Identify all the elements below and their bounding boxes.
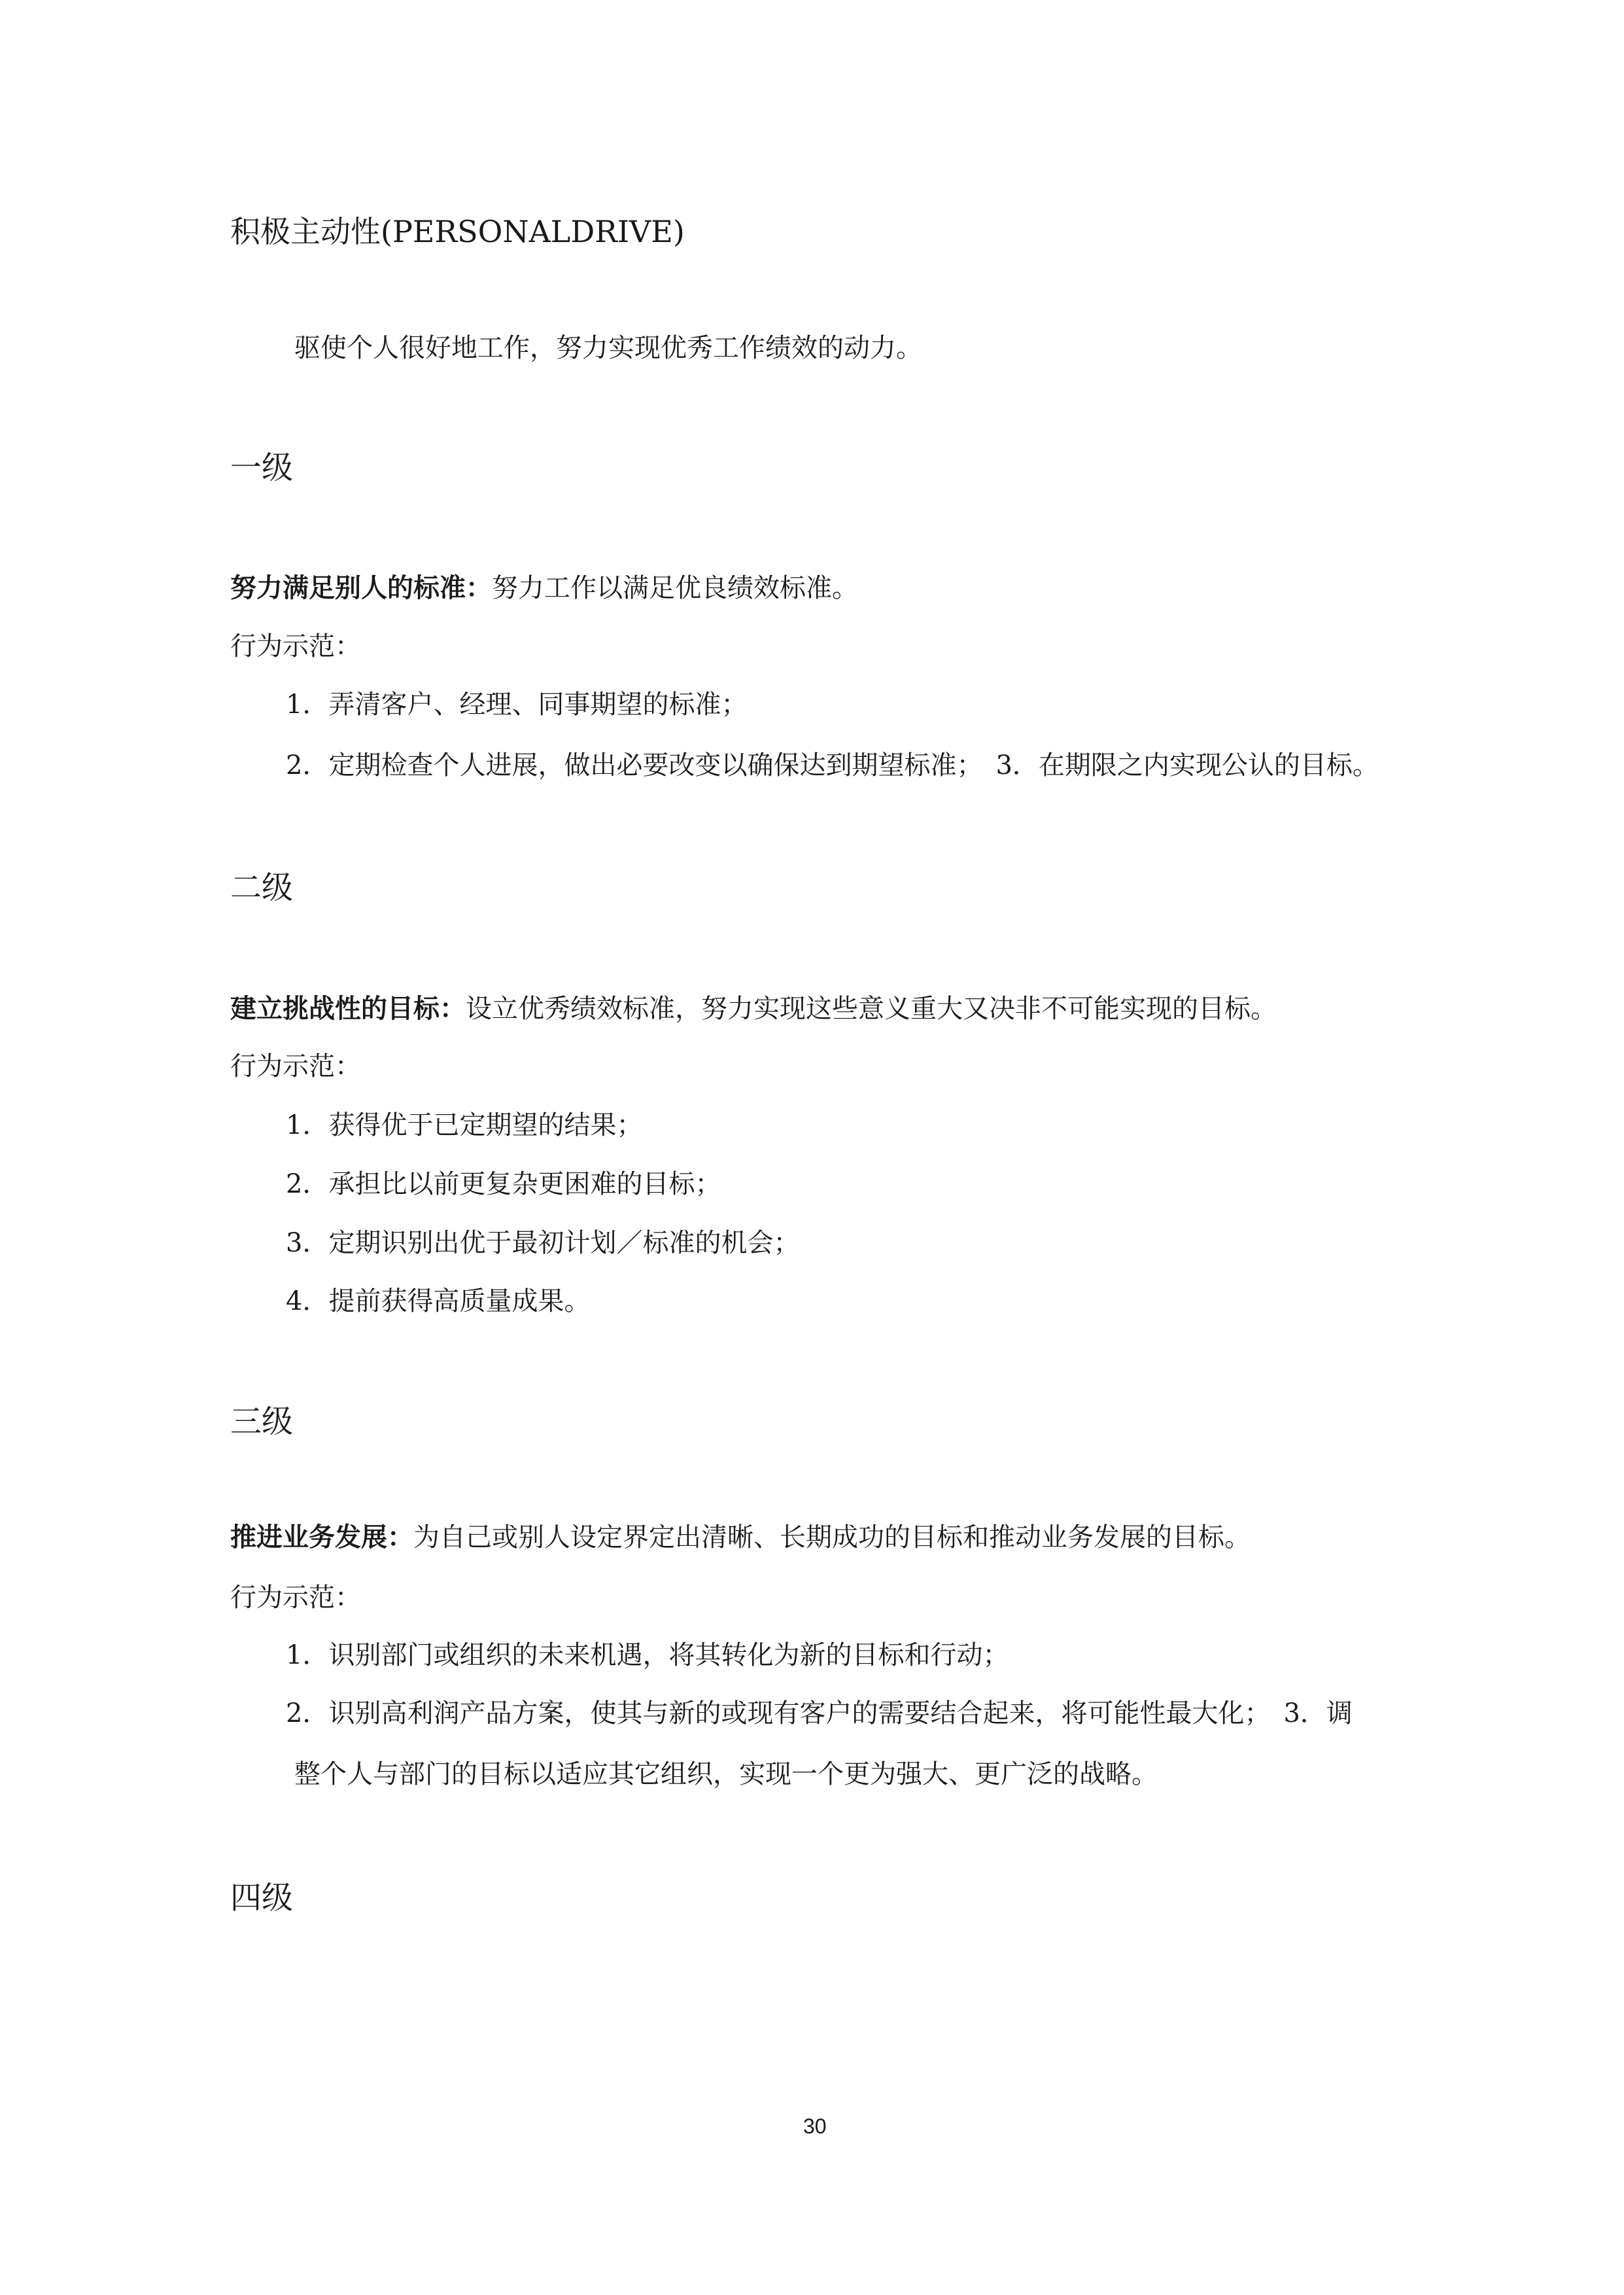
level-1-behavior-label: 行为示范：	[230, 631, 361, 661]
level-2-item-1: 1．获得优于已定期望的结果；	[286, 1110, 643, 1140]
document-title: 积极主动性(PERSONALDRIVE)	[230, 214, 685, 249]
level-1-description: 努力工作以满足优良绩效标准。	[492, 573, 858, 603]
level-3-item-1: 1．识别部门或组织的未来机遇，将其转化为新的目标和行动；	[286, 1640, 1009, 1670]
level-2-item-3: 3．定期识别出优于最初计划／标准的机会；	[286, 1228, 800, 1258]
level-2-item-4: 4．提前获得高质量成果。	[286, 1286, 591, 1316]
level-3-definition	[230, 1516, 1251, 1554]
page-number: 30	[803, 2114, 827, 2138]
level-2-description: 设立优秀绩效标准，努力实现这些意义重大又决非不可能实现的目标。	[466, 994, 1277, 1024]
intro-paragraph: 驱使个人很好地工作，努力实现优秀工作绩效的动力。	[294, 333, 922, 363]
level-3-behavior-label: 行为示范：	[230, 1583, 361, 1613]
level-1-definition	[230, 567, 858, 604]
level-2-heading: 二级	[230, 869, 294, 906]
level-2-definition	[230, 988, 1277, 1025]
level-1-item-2: 2．定期检查个人进展，做出必要改变以确保达到期望标准； 3．在期限之内实现公认的目标。	[286, 750, 1379, 780]
level-1-heading: 一级	[230, 449, 294, 486]
level-2-behavior-label: 行为示范：	[230, 1051, 361, 1081]
level-3-item-2: 2．识别高利润产品方案，使其与新的或现有客户的需要结合起来，将可能性最大化； 3．调	[286, 1698, 1353, 1728]
level-2-lead: 建立挑战性的目标：	[230, 994, 466, 1024]
level-3-heading: 三级	[230, 1403, 294, 1440]
level-4-heading: 四级	[230, 1880, 294, 1916]
level-3-lead: 推进业务发展：	[230, 1522, 413, 1552]
level-1-item-1: 1．弄清客户、经理、同事期望的标准；	[286, 690, 748, 720]
level-3-description: 为自己或别人设定界定出清晰、长期成功的目标和推动业务发展的目标。	[413, 1522, 1251, 1552]
level-2-item-2: 2．承担比以前更复杂更困难的目标；	[286, 1169, 721, 1199]
level-3-item-2-continuation: 整个人与部门的目标以适应其它组织，实现一个更为强大、更广泛的战略。	[294, 1759, 1158, 1789]
level-1-lead: 努力满足别人的标准：	[230, 573, 492, 603]
